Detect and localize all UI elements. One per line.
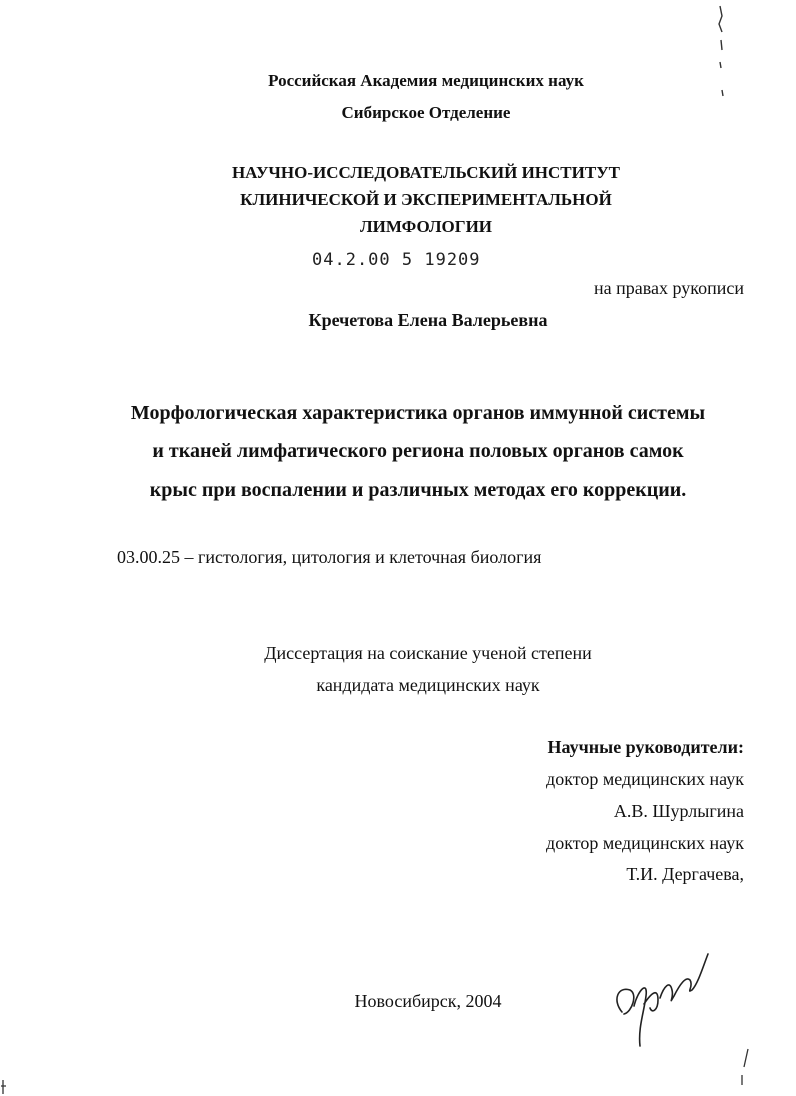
specialty-code: 03.00.25 – гистология, цитология и клеточная биология — [117, 547, 542, 567]
supervisors-heading: Научные руководители: — [547, 737, 744, 757]
supervisor-1-degree: доктор медицинских наук — [546, 769, 744, 789]
degree-line-1: Диссертация на соискание ученой степени — [264, 643, 592, 663]
institute-line-2: КЛИНИЧЕСКОЙ И ЭКСПЕРИМЕНТАЛЬНОЙ — [240, 190, 612, 209]
supervisor-1-name: А.В. Шурлыгина — [613, 801, 744, 821]
title-line-1: Морфологическая характеристика органов иммунной системы — [130, 402, 706, 424]
supervisor-2-name: Т.И. Дергачева, — [626, 864, 744, 884]
degree-line-2: кандидата медицинских наук — [316, 675, 540, 695]
institute-line-3: ЛИМФОЛОГИИ — [359, 217, 493, 236]
scan-mark-top-right — [712, 4, 732, 104]
title-line-3: крыс при воспалении и различных методах его коррекции. — [149, 479, 687, 501]
author-name: Кречетова Елена Валерьевна — [308, 310, 548, 330]
institute-line-1: НАУЧНО-ИССЛЕДОВАТЕЛЬСКИЙ ИНСТИТУТ — [231, 163, 621, 182]
manuscript-note: на правах рукописи — [594, 278, 744, 298]
supervisor-2-degree: доктор медицинских наук — [546, 833, 744, 853]
branch-name: Сибирское Отделение — [341, 103, 511, 122]
scan-mark-bottom-left — [0, 1078, 10, 1096]
academy-name: Российская Академия медицинских наук — [268, 71, 584, 90]
city-year: Новосибирск, 2004 — [354, 991, 502, 1011]
scan-mark-bottom-right — [736, 1045, 756, 1095]
signature-image — [608, 950, 718, 1050]
registration-number: 04.2.00 5 19209 — [312, 250, 481, 270]
title-line-2: и тканей лимфатического региона половых органов самок — [152, 440, 684, 462]
